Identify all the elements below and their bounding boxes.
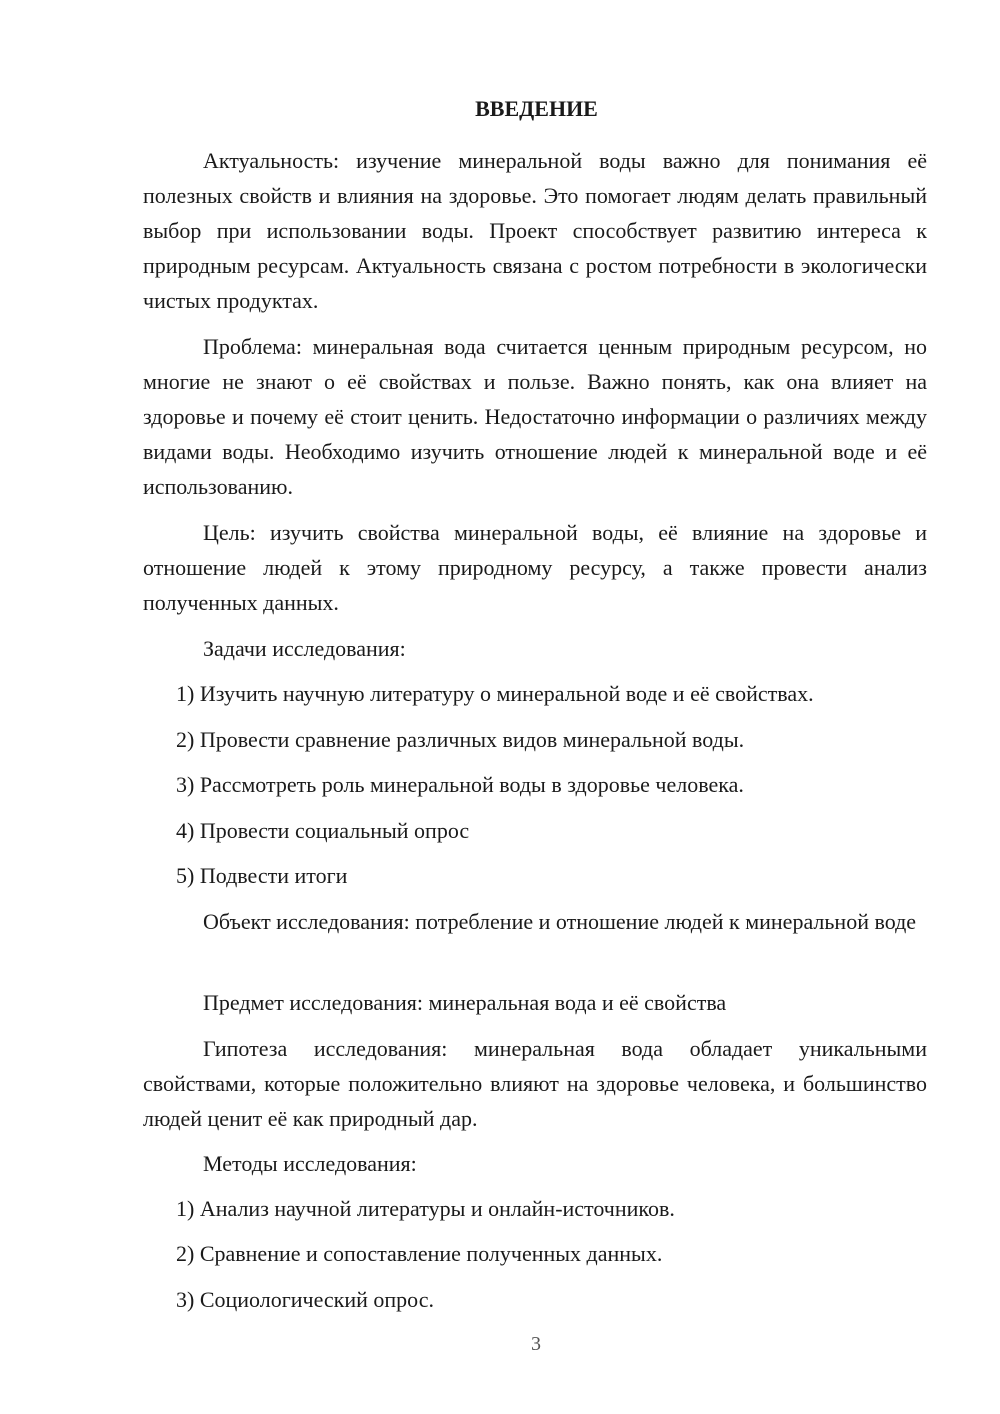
task-item: 1) Изучить научную литературу о минеральной воде и её свойствах. — [176, 681, 814, 706]
problem-paragraph — [143, 329, 927, 504]
page-number: 3 — [531, 1333, 541, 1355]
object-text: Объект исследования: потребление и отношение людей к минеральной воде — [203, 909, 917, 934]
subject-paragraph: Предмет исследования: минеральная вода и её свойства — [203, 990, 727, 1015]
problem-text: Проблема: минеральная вода считается ценным природным ресурсом, но многие не знают о её свойствах и пользе. Важно понять, как она влияет на здоровье и почему её стоит ценить. Недостаточно информации о различиях между видами воды. Необходимо изучить отношение людей к минеральной воде и её использованию. — [143, 334, 927, 499]
relevance-text: Актуальность: изучение минеральной воды важно для понимания её полезных свойств и влияния на здоровье. Это помогает людям делать правильный выбор при использовании воды. Проект способствует развитию интереса к природным ресурсам. Актуальность связана с ростом потребности в экологически чистых продуктах. — [143, 148, 927, 313]
task-item: 5) Подвести итоги — [176, 863, 348, 888]
task-item: 4) Провести социальный опрос — [176, 818, 470, 843]
task-item: 2) Провести сравнение различных видов минеральной воды. — [176, 727, 745, 752]
method-item: 2) Сравнение и сопоставление полученных данных. — [176, 1241, 663, 1266]
hypothesis-text: Гипотеза исследования: минеральная вода обладает уникальными свойствами, которые положительно влияют на здоровье человека, и большинство людей ценит её как природный дар. — [143, 1036, 927, 1131]
page-title: ВВЕДЕНИЕ — [475, 96, 598, 121]
object-paragraph — [143, 904, 927, 939]
tasks-heading: Задачи исследования: — [203, 636, 406, 661]
task-item: 3) Рассмотреть роль минеральной воды в здоровье человека. — [176, 772, 744, 797]
relevance-paragraph — [143, 143, 927, 318]
hypothesis-paragraph — [143, 1031, 927, 1136]
method-item: 1) Анализ научной литературы и онлайн-источников. — [176, 1196, 675, 1221]
methods-heading: Методы исследования: — [203, 1151, 417, 1176]
goal-paragraph — [143, 515, 927, 620]
goal-text: Цель: изучить свойства минеральной воды, её влияние на здоровье и отношение людей к этому природному ресурсу, а также провести анализ полученных данных. — [143, 520, 927, 615]
method-item: 3) Социологический опрос. — [176, 1287, 434, 1312]
